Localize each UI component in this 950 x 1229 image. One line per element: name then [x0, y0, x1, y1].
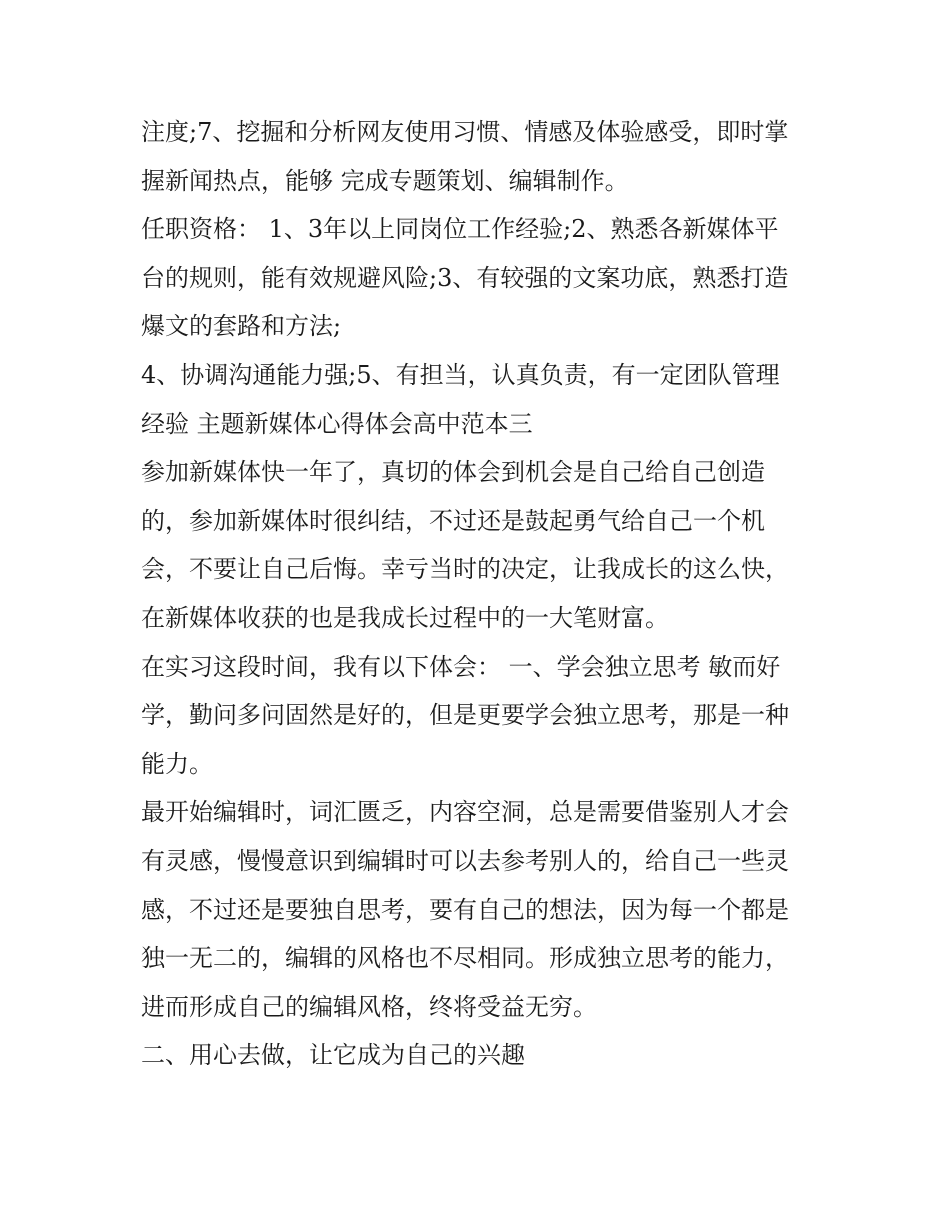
text-line: 会，不要让自己后悔。幸亏当时的决定，让我成长的这么快， [141, 555, 789, 584]
text-line: 在新媒体收获的也是我成长过程中的一大笔财富。 [141, 603, 669, 632]
text-line: 4、协调沟通能力强;5、有担当，认真负责，有一定团队管理 [141, 360, 780, 389]
text-line: 学，勤问多问固然是好的，但是更要学会独立思考，那是一种 [141, 701, 789, 730]
text-line: 握新闻热点，能够 完成专题策划、编辑制作。 [141, 166, 629, 195]
text-line: 经验 主题新媒体心得体会高中范本三 [141, 409, 533, 438]
document-body [141, 108, 831, 1080]
text-line: 注度;7、挖掘和分析网友使用习惯、情感及体验感受，即时掌 [141, 118, 789, 146]
text-line: 任职资格： 1、3年以上同岗位工作经验;2、熟悉各新媒体平 [141, 215, 779, 244]
text-line: 能力。 [141, 749, 213, 778]
text-line: 有灵感，慢慢意识到编辑时可以去参考别人的，给自己一些灵 [141, 846, 789, 875]
text-line: 独一无二的，编辑的风格也不尽相同。形成独立思考的能力， [141, 944, 789, 973]
text-line: 进而形成自己的编辑风格，终将受益无穷。 [141, 992, 597, 1021]
text-line: 的，参加新媒体时很纠结，不过还是鼓起勇气给自己一个机 [141, 506, 765, 535]
text-line: 参加新媒体快一年了，真切的体会到机会是自己给自己创造 [141, 458, 765, 487]
text-line: 感，不过还是要独自思考，要有自己的想法，因为每一个都是 [141, 895, 789, 924]
text-line: 爆文的套路和方法; [141, 312, 342, 341]
text-line: 在实习这段时间，我有以下体会： 一、学会独立思考 敏而好 [141, 652, 781, 681]
text-line: 二、用心去做，让它成为自己的兴趣 [141, 1041, 525, 1070]
text-line: 台的规则，能有效规避风险;3、有较强的文案功底，熟悉打造 [141, 263, 789, 292]
text-line: 最开始编辑时，词汇匮乏，内容空洞，总是需要借鉴别人才会 [141, 798, 789, 827]
